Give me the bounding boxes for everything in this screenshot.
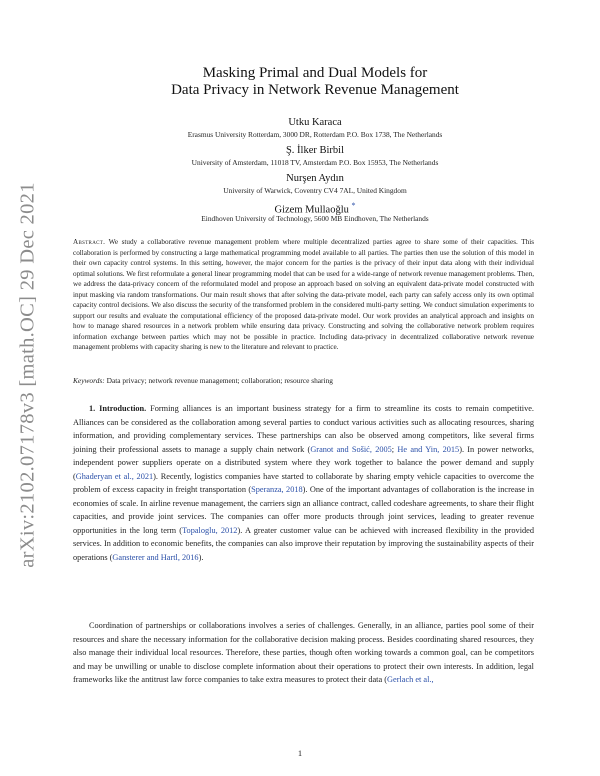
page-number: 1	[297, 748, 303, 758]
body-text: ). In power networks, independent power suppliers operate on a distributed system where they work together to balance the power demand and supply (	[73, 444, 534, 481]
body-text: ). Recently, logistics companies have started to collaborate by sharing empty vehicle capacities to overcome the problem of excess capacity in freight transportation (	[73, 471, 534, 495]
author-affiliation: University of Warwick, Coventry CV4 7AL, United Kingdom	[223, 186, 407, 195]
abstract	[73, 237, 534, 353]
body-text: Coordination of partnerships or collaborations involves a series of challenges. Generally, in an alliance, parties pool some of their resources and share the necessary information for the collaborative decision making process. Besides coordinating shared resources, they also manage their individual local resources. Therefore, these parties, though often working towards a common goal, can be competitors and may be unwilling or unable to disclose complete information about their operations to protect their own interests. In addition, legal frameworks like the antitrust law force companies to take extra measures to protect their data (	[73, 621, 534, 685]
author-name: Ş. İlker Birbil	[285, 145, 345, 156]
section-heading: 1. Introduction.	[89, 404, 147, 413]
keywords-text: Data privacy; network revenue management; collaboration; resource sharing	[106, 376, 333, 385]
body-text: Forming alliances is an important business strategy for a firm to streamline its costs to remain competitive. Alliances can be considered as the collaboration among several parties to conduct various activities such as allocating resources, sharing information, and providing complementary services. These partnerships can also be observed among competitors, like several firms joining their professional assets to manage a supply chain network (	[73, 404, 534, 454]
citation-link[interactable]: Topaloglu, 2012	[182, 525, 238, 535]
paper-title-line-1: Masking Primal and Dual Models for	[202, 65, 428, 81]
citation-link[interactable]: Ghaderyan et al., 2021	[75, 471, 154, 481]
body-text: ).	[198, 553, 204, 563]
author-name: Nurşen Aydın	[286, 173, 344, 184]
citation-separator: ;	[391, 444, 398, 454]
citation-link[interactable]: Speranza, 2018	[251, 485, 303, 495]
abstract-text: We study a collaborative revenue management problem where multiple decentralized parties agree to share some of their capacities. This collaboration is performed by constructing a large mathematical programming model available to all parties. The parties then use the solution of this model in their own capacity control systems. In this setting, however, the major concern for the parties is the privacy of their input data along with their individual optimal solutions. We first reformulate a general linear programming model that can be used for a wide-range of network revenue management problems. Then, we address the data-privacy concern of the reformulated model and propose an approach based on solving an equivalent data-private model constructed with input masking via random transformations. Our main result shows that after solving the data-private model, each party can safely access only its own optimal capacity control decisions. We also discuss the security of the transformed problem in the considered multi-party setting. We conduct simulation experiments to support our results and evaluate the computational efficiency of the proposed data-private model. Our work provides an analytical approach and insights on how to manage shared resources in a network problem while ensuring data privacy. Constructing and solving the collaborative network problem requires information exchange between parties which may not be possible in practice. Including data-privacy in decentralized collaborative network revenue management problems with capacity sharing is new to the literature and relevant to practice.	[73, 238, 534, 351]
author-affiliation: University of Amsterdam, 11018 TV, Amsterdam P.O. Box 15953, The Netherlands	[191, 158, 439, 167]
abstract-label: Abstract.	[73, 238, 106, 246]
citation-link[interactable]: Gansterer and Hartl, 2016	[112, 553, 199, 563]
introduction-paragraph	[73, 402, 534, 565]
keywords-label: Keywords:	[73, 376, 105, 385]
author-affiliation: Eindhoven University of Technology, 5600 MB Eindhoven, The Netherlands	[201, 214, 429, 223]
corresponding-author-marker[interactable]: *	[351, 201, 356, 210]
citation-link[interactable]: Granot and Sošić, 2005	[310, 444, 392, 454]
author-name: Gizem Mullaoğlu	[274, 204, 349, 216]
author-name: Utku Karaca	[288, 117, 342, 128]
body-text: ). One of the important advantages of collaboration is the increase in economies of scale. In airline revenue management, the carriers sign an alliance contract, called codeshare agreements, to share their flight capacities, and provide joint services. The companies can offer more products through joint services, leading to greater revenue opportunities in the long term (	[73, 485, 534, 535]
keywords	[73, 376, 534, 385]
citation-link[interactable]: Gerlach et al.,	[387, 675, 434, 685]
arxiv-stamp	[12, 175, 44, 575]
author-affiliation: Erasmus University Rotterdam, 3000 DR, Rotterdam P.O. Box 1738, The Netherlands	[187, 130, 443, 139]
citation-link[interactable]: He and Yin, 2015	[397, 444, 460, 454]
paper-title-line-2: Data Privacy in Network Revenue Management	[171, 82, 459, 98]
body-text: ). A greater customer value can be achieved with increased flexibility in the provided services. In addition to economic benefits, the companies can also improve their reputation by improving the sustainability aspects of their operations (	[73, 525, 534, 563]
body-paragraph	[73, 619, 534, 687]
arxiv-identifier: arXiv:2102.07178v3 [math.OC] 29 Dec 2021	[16, 182, 39, 568]
